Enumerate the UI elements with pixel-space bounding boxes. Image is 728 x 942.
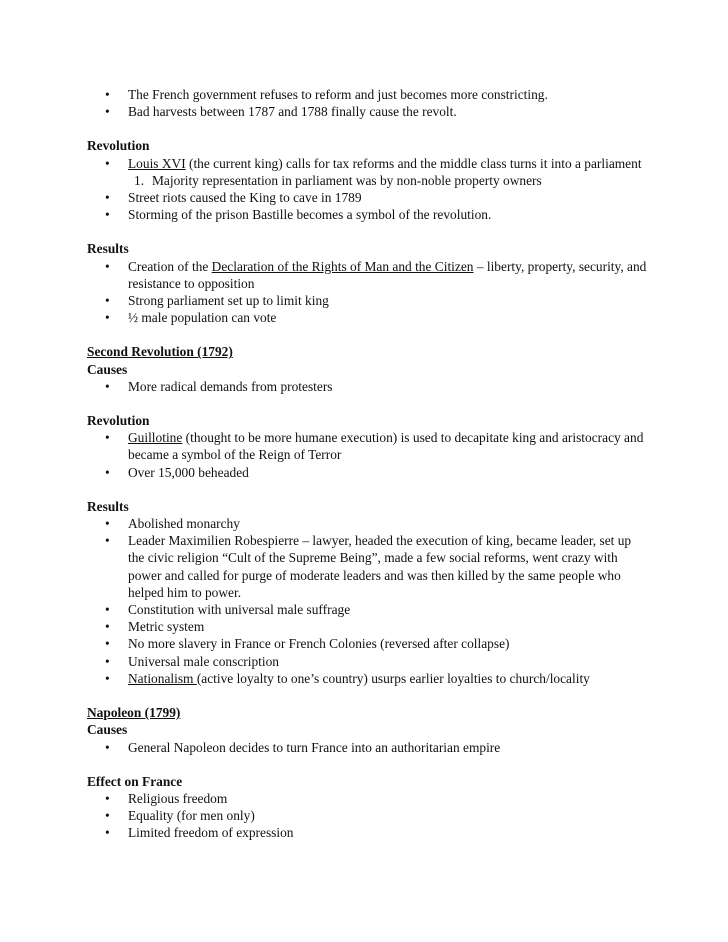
list-item: • Storming of the prison Bastille becomes a symbol of the revolution. — [87, 206, 647, 223]
section-heading: Results — [87, 241, 129, 257]
guillotine-link[interactable]: Guillotine — [128, 430, 183, 446]
list-item: • Constitution with universal male suffrage — [87, 601, 647, 618]
revolution-section — [87, 412, 647, 481]
section-heading: Effect on France — [87, 773, 183, 789]
section-heading: Causes — [87, 722, 128, 738]
effect-list — [87, 790, 647, 842]
results-section — [87, 240, 647, 326]
list-item-text: (active loyalty to one’s country) usurps earlier loyalties to church/locality — [196, 670, 590, 686]
second-revolution-section — [87, 343, 647, 395]
list-item: • Limited freedom of expression — [87, 824, 647, 841]
revolution-list — [87, 429, 647, 481]
section-title: Napoleon (1799) — [87, 705, 181, 721]
numbered-sublist — [128, 172, 647, 189]
results-section — [87, 498, 647, 687]
section-heading: Results — [87, 498, 129, 514]
causes-list — [87, 378, 647, 395]
list-item-text: (the current king) calls for tax reforms and the middle class turns it into a parliament — [185, 155, 642, 171]
list-item: • Religious freedom — [87, 790, 647, 807]
revolution-section — [87, 137, 647, 223]
intro-list — [87, 86, 647, 120]
list-item: • Bad harvests between 1787 and 1788 finally cause the revolt. — [87, 103, 647, 120]
list-item — [87, 258, 647, 292]
revolution-list — [87, 155, 647, 224]
document-content — [87, 86, 647, 842]
list-item: • The French government refuses to reform and just becomes more constricting. — [87, 86, 647, 103]
list-item: • Universal male conscription — [87, 653, 647, 670]
list-item: • No more slavery in France or French Colonies (reversed after collapse) — [87, 635, 647, 652]
list-item: • Over 15,000 beheaded — [87, 464, 647, 481]
list-item: • ½ male population can vote — [87, 309, 647, 326]
list-item-text: (thought to be more humane execution) is used to decapitate king and aristocracy and became a symbol of the Reign of Terror — [128, 430, 644, 463]
list-item: • Metric system — [87, 618, 647, 635]
list-item: • Leader Maximilien Robespierre – lawyer, headed the execution of king, became leader, set up the civic religion “Cult of the Supreme Being”, made a few social reforms, went crazy with power and called for purge of moderate leaders and was then killed by the same people who helped him to power. — [87, 532, 647, 601]
section-heading: Causes — [87, 361, 128, 377]
list-item-prefix: Creation of the — [128, 258, 212, 274]
causes-list — [87, 739, 647, 756]
intro-section — [87, 86, 647, 120]
item-number: 1. — [134, 172, 145, 188]
effect-section — [87, 773, 647, 842]
list-item: • General Napoleon decides to turn France into an authoritarian empire — [87, 739, 647, 756]
declaration-link[interactable]: Declaration of the Rights of Man and the Citizen — [211, 258, 474, 274]
nationalism-link[interactable]: Nationalism — [128, 670, 197, 686]
numbered-item-text: Majority representation in parliament was by non-noble property owners — [152, 172, 542, 188]
napoleon-section — [87, 704, 647, 756]
list-item-text: – liberty, property, security, and resistance to opposition — [128, 258, 647, 291]
section-heading: Revolution — [87, 413, 150, 429]
list-item: • Equality (for men only) — [87, 807, 647, 824]
louis-xvi-link[interactable]: Louis XVI — [128, 155, 186, 171]
list-item — [87, 670, 647, 687]
section-title: Second Revolution (1792) — [87, 344, 233, 360]
results-list — [87, 258, 647, 327]
results-list — [87, 515, 647, 687]
section-heading: Revolution — [87, 138, 150, 154]
numbered-item — [128, 172, 647, 189]
list-item — [87, 155, 647, 189]
list-item: • Abolished monarchy — [87, 515, 647, 532]
list-item: • More radical demands from protesters — [87, 378, 647, 395]
list-item — [87, 429, 647, 463]
list-item: • Strong parliament set up to limit king — [87, 292, 647, 309]
list-item: • Street riots caused the King to cave in 1789 — [87, 189, 647, 206]
